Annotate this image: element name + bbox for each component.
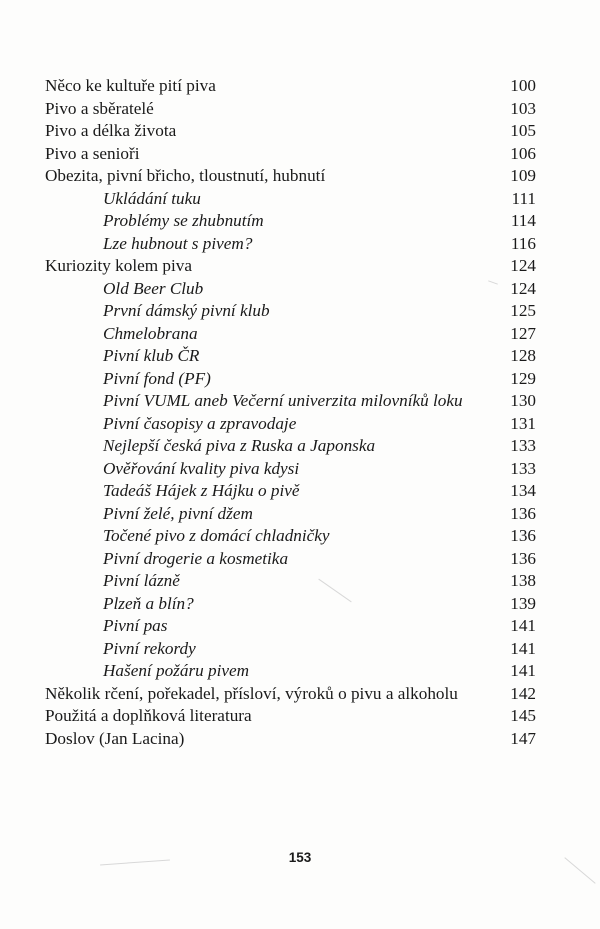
toc-entry-title: Ověřování kvality piva kdysi [103,458,300,478]
toc-entry-title: Pivní rekordy [103,638,196,658]
table-of-contents [0,75,600,750]
toc-subentry [0,300,600,323]
toc-entry-page: 136 [510,503,536,523]
toc-entry-page: 136 [510,526,536,545]
toc-entry-page: 111 [511,188,536,208]
toc-entry-title: Nejlepší česká piva z Ruska a Japonska [103,436,376,455]
toc-entry-title: Ukládání tuku [103,188,201,208]
toc-entry-page: 114 [510,211,536,230]
toc-entry-title: Pivní fond (PF) [103,368,211,388]
toc-subentry [0,593,600,616]
toc-entry [0,705,600,728]
toc-entry-page: 103 [510,98,536,118]
toc-subentry [0,458,600,481]
toc-entry-page: 136 [510,548,536,568]
toc-subentry [0,188,600,211]
toc-entry-title: Několik rčení, pořekadel, přísloví, výroků o pivu a alkoholu [45,683,458,703]
toc-entry-page: 141 [510,661,536,680]
toc-entry-title: Pivní pas [103,616,168,635]
toc-entry [0,75,600,98]
toc-entry-title: Chmelobrana [103,323,198,343]
toc-entry-page: 105 [510,121,536,140]
toc-entry-page: 139 [510,593,536,613]
toc-subentry [0,368,600,391]
toc-entry-title: Pivo a senioři [45,143,140,163]
toc-entry [0,98,600,121]
toc-entry [0,165,600,188]
toc-entry-title: Plzeň a blín? [103,593,194,613]
toc-subentry [0,615,600,638]
toc-subentry [0,210,600,233]
toc-subentry [0,435,600,458]
toc-entry-page: 124 [510,256,536,275]
toc-entry-title: Kuriozity kolem piva [45,256,193,275]
toc-entry-title: Pivní klub ČR [103,346,200,365]
toc-subentry [0,278,600,301]
toc-entry-title: Pivo a sběratelé [45,98,154,118]
toc-entry-title: Pivní drogerie a kosmetika [103,548,289,568]
toc-entry-page: 134 [510,481,536,500]
toc-entry-page: 127 [510,323,536,343]
toc-entry-page: 131 [510,413,536,433]
toc-entry-page: 145 [510,706,536,725]
toc-entry [0,683,600,706]
toc-entry-page: 124 [510,278,536,298]
toc-entry [0,728,600,751]
toc-subentry [0,548,600,571]
toc-entry-title: Tadeáš Hájek z Hájku o pivě [103,481,300,500]
toc-entry-title: Old Beer Club [103,278,204,298]
toc-subentry [0,480,600,503]
toc-subentry [0,660,600,683]
toc-entry-title: Pivní lázně [103,571,180,590]
toc-entry-title: Pivo a délka života [45,121,177,140]
toc-subentry [0,323,600,346]
toc-subentry [0,345,600,368]
toc-entry-page: 138 [510,571,536,590]
toc-entry-title: Doslov (Jan Lacina) [45,728,185,748]
toc-entry-title: Hašení požáru pivem [103,661,250,680]
toc-subentry [0,233,600,256]
toc-entry-title: První dámský pivní klub [103,301,270,320]
toc-entry-page: 128 [510,346,536,365]
toc-entry-page: 106 [510,143,536,163]
toc-entry-page: 142 [510,683,536,703]
toc-entry-page: 125 [510,301,536,320]
toc-entry-title: Točené pivo z domácí chladničky [103,526,330,545]
toc-entry-page: 141 [510,638,536,658]
toc-entry-title: Lze hubnout s pivem? [103,233,253,253]
toc-entry-page: 133 [510,436,536,455]
toc-entry-title: Něco ke kultuře pití piva [45,76,216,95]
toc-entry-page: 130 [510,391,536,410]
toc-entry-title: Pivní časopisy a zpravodaje [103,413,297,433]
toc-subentry [0,570,600,593]
toc-entry-title: Obezita, pivní břicho, tloustnutí, hubnutí [45,166,326,185]
toc-entry-page: 100 [510,76,536,95]
toc-subentry [0,638,600,661]
toc-entry-page: 133 [510,458,536,478]
toc-entry-page: 129 [510,368,536,388]
toc-subentry [0,525,600,548]
page-number: 153 [288,850,312,865]
toc-entry-page: 141 [510,616,536,635]
toc-entry-page: 147 [510,728,536,748]
toc-entry-title: Pivní želé, pivní džem [103,503,253,523]
toc-entry-page: 109 [510,166,536,185]
toc-entry [0,143,600,166]
toc-subentry [0,390,600,413]
toc-entry-title: Problémy se zhubnutím [103,211,264,230]
toc-subentry [0,413,600,436]
toc-entry [0,255,600,278]
toc-subentry [0,503,600,526]
toc-entry-title: Použitá a doplňková literatura [45,706,252,725]
toc-entry-title: Pivní VUML aneb Večerní univerzita milovníků loku [103,391,463,410]
toc-entry [0,120,600,143]
toc-entry-page: 116 [510,233,536,253]
